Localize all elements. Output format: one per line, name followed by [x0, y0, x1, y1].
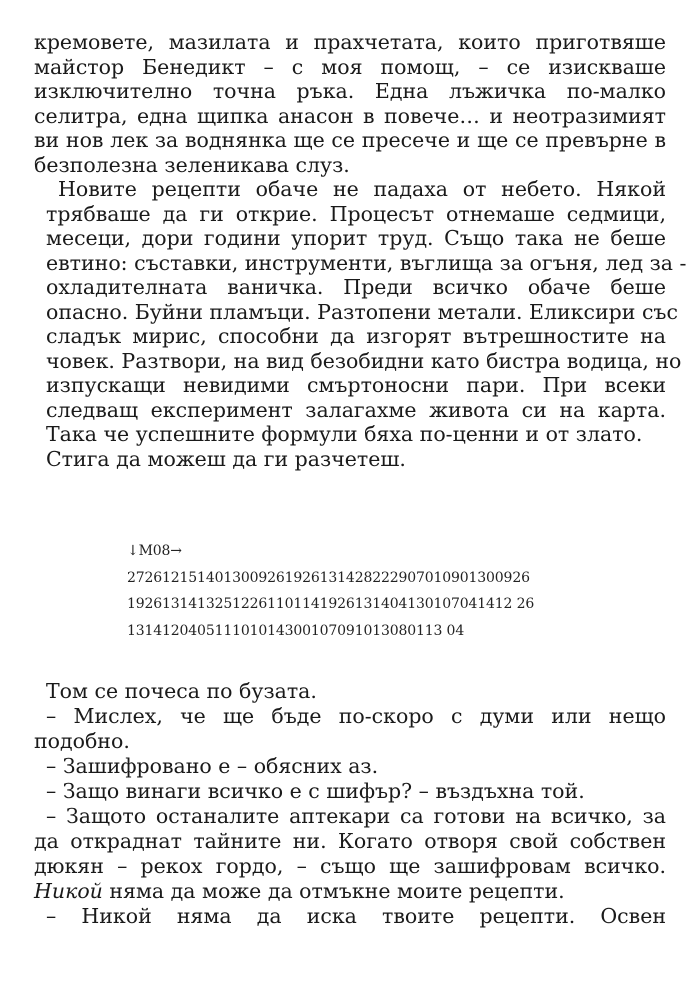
text-line: Стига да можеш да ги разчетеш. [46, 446, 406, 471]
text-line: трябваше да ги открие. Процесът отнемаше седмици, [46, 201, 666, 226]
book-page [34, 30, 687, 471]
text-line: – Никой няма да иска твоите рецепти. Освен [46, 904, 666, 928]
paragraph-2 [34, 177, 687, 447]
text-line: ви нов лек за воднянка ще се пресече и ще се превърне в [34, 128, 666, 152]
dialogue-section [34, 679, 666, 929]
text-line: майстор Бенедикт – с моя помощ, – се изискваше [34, 54, 666, 79]
paragraph-3 [34, 447, 666, 472]
paragraph-1 [34, 30, 666, 177]
text-line: сладък мирис, способни да изгорят вътрешностите на [46, 324, 666, 348]
cipher-line: 19261314132512261101141926131404130107041412 26 [127, 596, 535, 612]
text-line: следващ експеримент залагахме живота си на карта. [46, 397, 666, 422]
text-line: дюкян – рекох гордо, – също ще зашифровам всичко. [34, 854, 666, 878]
text-line: изключително точна ръка. Една лъжичка по-малко [34, 79, 666, 103]
cipher-header: ↓M08→ [127, 543, 182, 559]
text-line: – Мислех, че ще бъде по-скоро с думи или нещо [46, 704, 666, 728]
text-line: безполезна зеленикава слуз. [34, 152, 350, 177]
text-line: – Защото останалите аптекари са готови на всичко, за [46, 804, 666, 828]
cipher-line: 2726121514013009261926131428222907010901300926 [127, 569, 530, 586]
text-line: да откраднат тайните ни. Когато отворя свой собствен [34, 829, 666, 853]
text-line: Том се почеса по бузата. [46, 679, 317, 703]
text-line: – Защо винаги всичко е с шифър? – въздъхна той. [46, 779, 585, 803]
text-span: няма да може да отмъкне моите рецепти. [102, 879, 565, 903]
text-line: евтино: съставки, инструменти, въглища за огъня, лед за - [46, 250, 687, 275]
text-line [34, 879, 666, 904]
text-line: изпускащи невидими смъртоносни пари. При всеки [46, 373, 666, 397]
text-line: охладителната ваничка. Преди всичко обаче беше [46, 275, 666, 299]
text-line: подобно. [34, 729, 130, 753]
text-line: човек. Разтвори, на вид безобидни като бистра водица, но [46, 348, 682, 373]
text-line: – Зашифровано е – обясних аз. [46, 754, 379, 778]
text-line: Новите рецепти обаче не падаха от небето. Някой [58, 177, 666, 201]
text-line: месеци, дори години упорит труд. Също така не беше [46, 226, 666, 250]
cipher-line: 131412040511101014300107091013080113 04 [127, 622, 465, 639]
text-line: Така че успешните формули бяха по-ценни и от злато. [46, 422, 643, 446]
cipher-block [127, 538, 547, 644]
text-line: опасно. Буйни пламъци. Разтопени метали. Еликсири със [46, 299, 678, 324]
text-line: селитра, една щипка анасон в повече… и неотразимият [34, 103, 666, 128]
text-line: кремовете, мазилата и прахчетата, които приготвяше [34, 30, 666, 54]
emphasis-word: Никой [34, 879, 103, 903]
